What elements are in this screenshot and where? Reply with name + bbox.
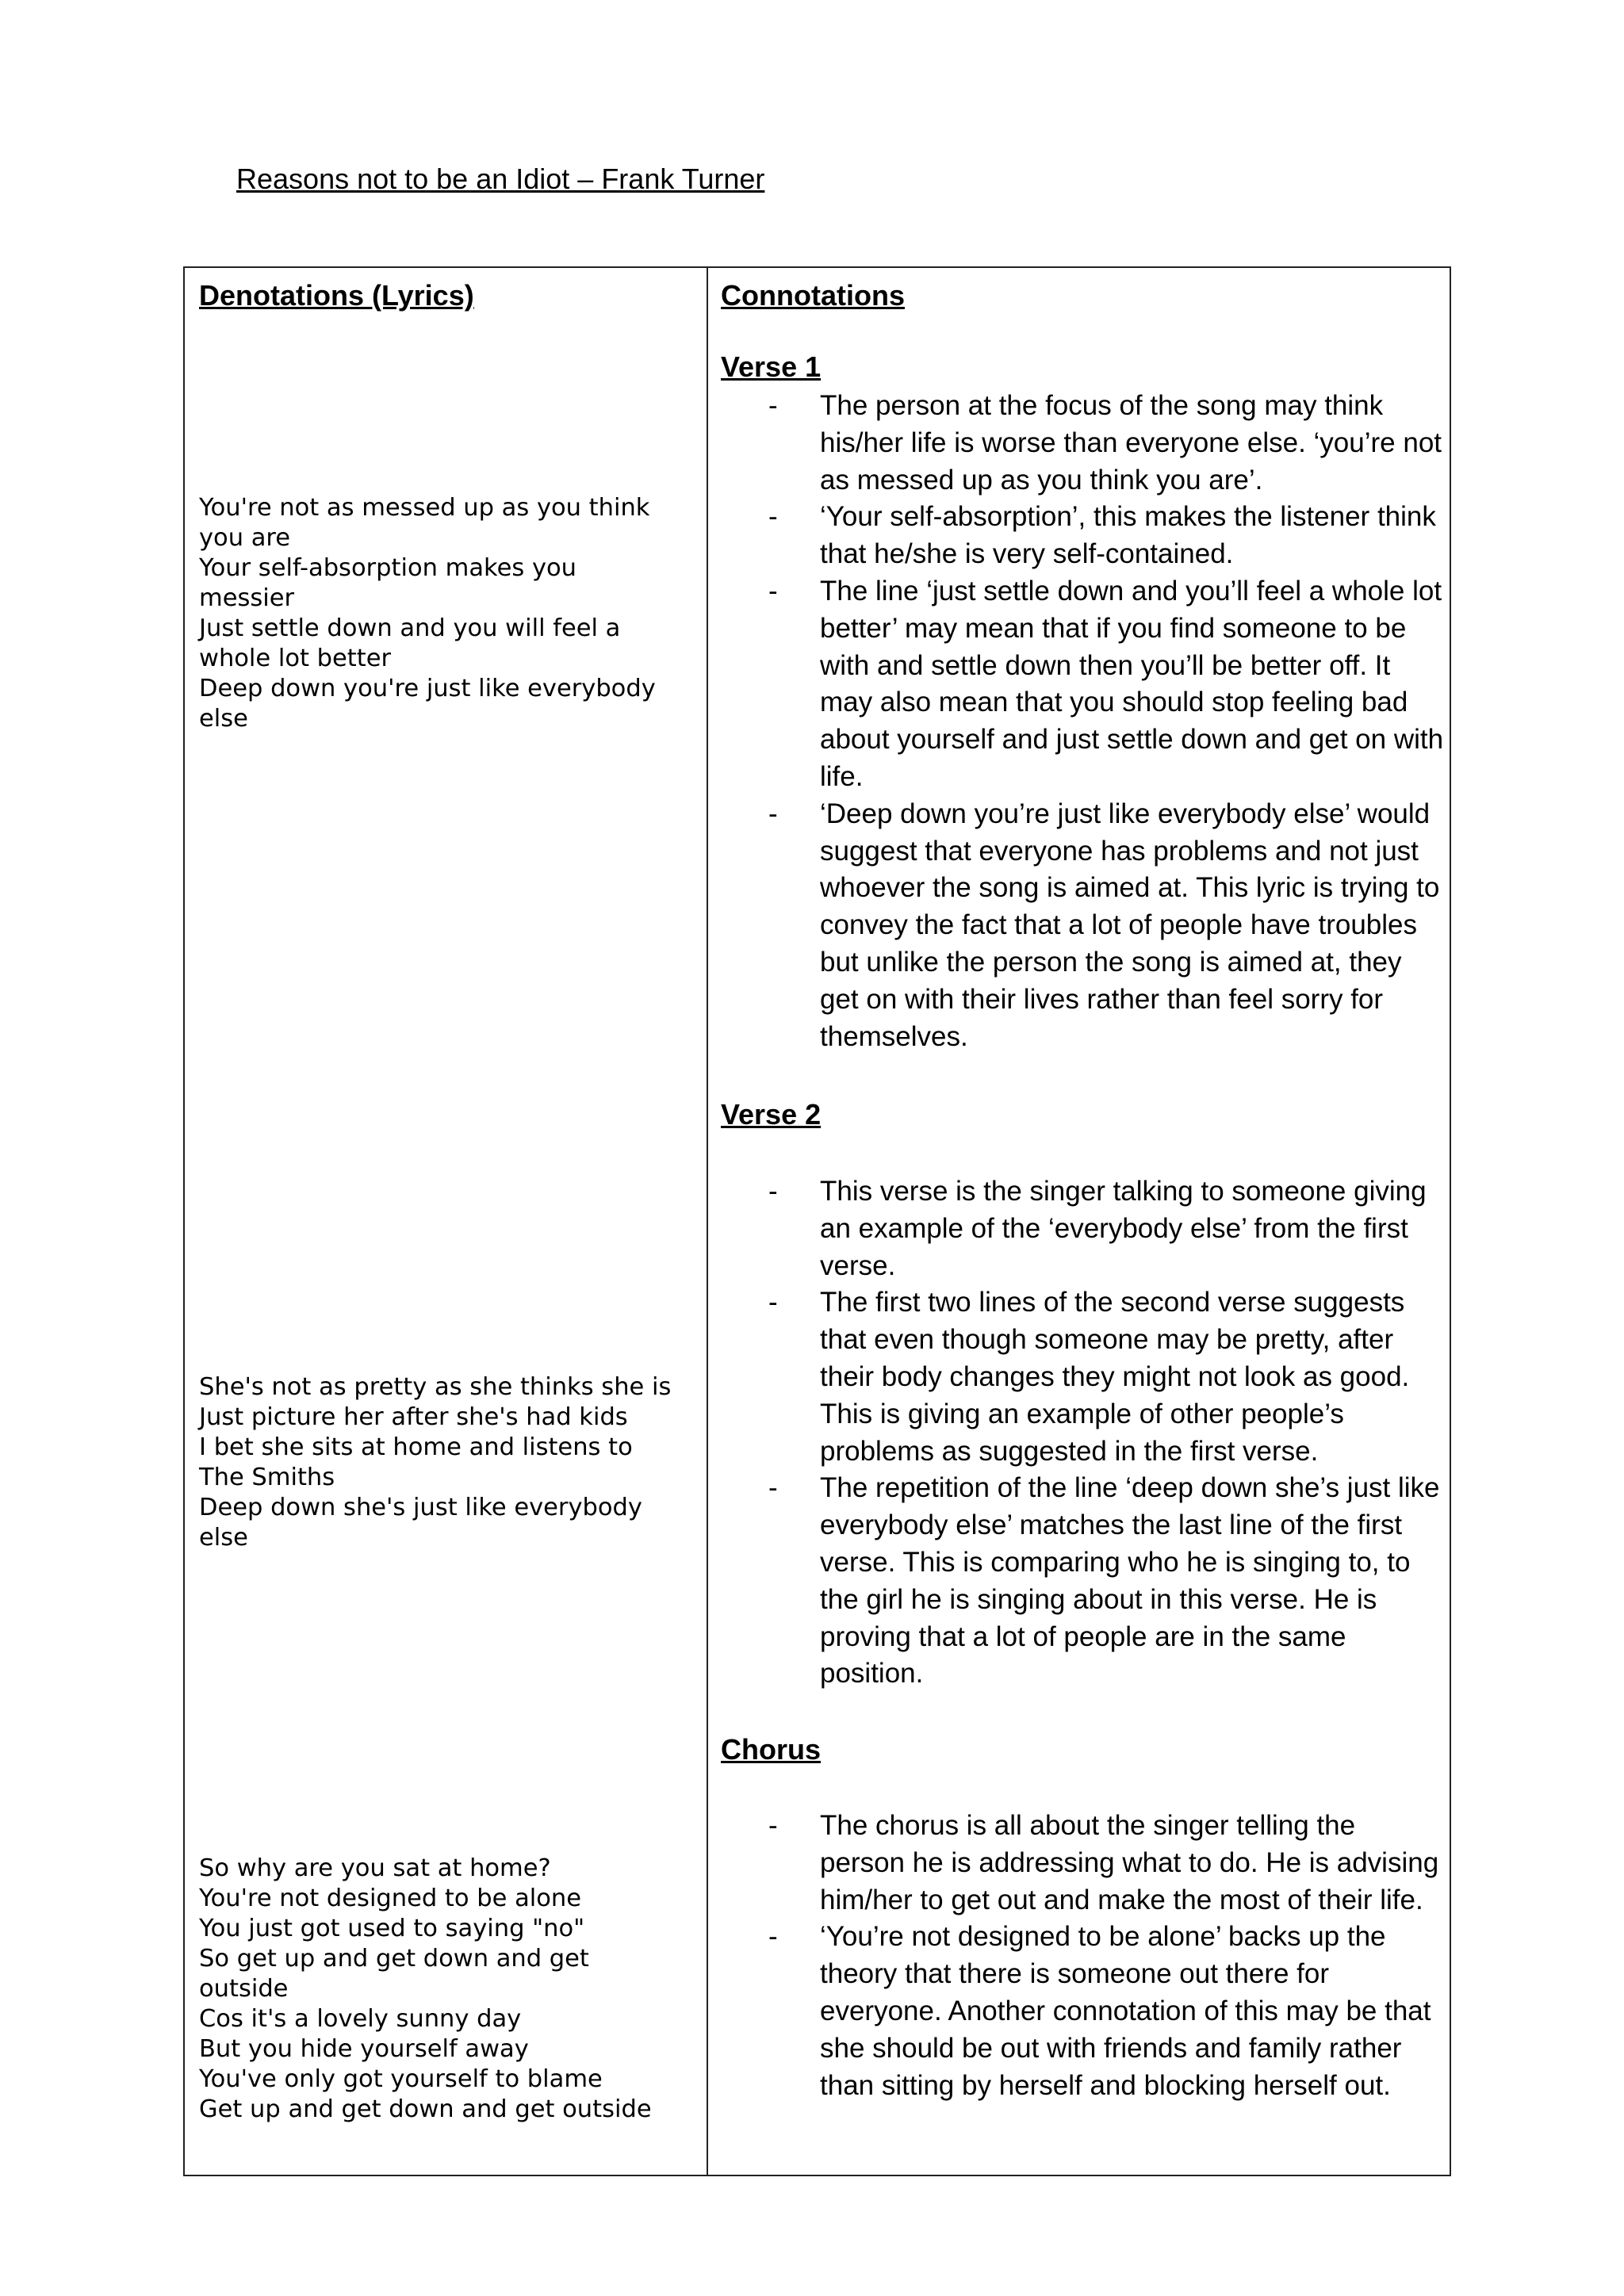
document-title: Reasons not to be an Idiot – Frank Turner xyxy=(236,163,765,195)
lyric-line: But you hide yourself away xyxy=(199,2035,529,2063)
lyric-line: The Smiths xyxy=(199,1464,335,1491)
list-item xyxy=(721,796,1446,1056)
lyric-line: Get up and get down and get outside xyxy=(199,2095,652,2123)
lyric-line: So why are you sat at home? xyxy=(199,1854,551,1882)
lyric-line: messier xyxy=(199,584,295,612)
lyric-line: Deep down you're just like everybody xyxy=(199,675,656,702)
lyrics-verse-1 xyxy=(199,493,699,734)
lyric-line: Your self-absorption makes you xyxy=(199,554,576,582)
lyric-line: You've only got yourself to blame xyxy=(199,2065,603,2093)
list-item xyxy=(721,1919,1446,2104)
verse-2-bullets xyxy=(721,1173,1446,1693)
list-item xyxy=(721,499,1446,573)
list-item xyxy=(721,1173,1446,1284)
lyric-line: else xyxy=(199,1524,248,1552)
list-item xyxy=(721,1470,1446,1693)
lyric-line: Deep down she's just like everybody xyxy=(199,1494,642,1521)
verse-2-heading: Verse 2 xyxy=(721,1098,822,1131)
lyric-line: I bet she sits at home and listens to xyxy=(199,1433,633,1461)
lyric-line: She's not as pretty as she thinks she is xyxy=(199,1373,672,1401)
lyric-line: Just settle down and you will feel a xyxy=(199,614,621,642)
chorus-bullets xyxy=(721,1808,1446,2104)
denotations-header: Denotations (Lyrics) xyxy=(199,279,474,312)
lyric-line: You're not as messed up as you think xyxy=(199,494,650,522)
lyric-line: whole lot better xyxy=(199,645,392,672)
lyric-line: Just picture her after she's had kids xyxy=(199,1403,628,1431)
bullet-text: This verse is the singer talking to someone giving an example of the ‘everybody else’ from the first verse. xyxy=(820,1176,1427,1281)
bullet-dash: - xyxy=(768,390,778,421)
column-divider xyxy=(707,268,708,2175)
bullet-text: The repetition of the line ‘deep down she’s just like everybody else’ matches the last line of the first verse. This is comparing who he is singing to, to the girl he is singing about in this verse. He is proving that a lot of people are in the same position. xyxy=(820,1472,1440,1689)
list-item xyxy=(721,1808,1446,1919)
lyric-line: outside xyxy=(199,1975,289,2003)
bullet-text: ‘Your self-absorption’, this makes the listener think that he/she is very self-contained. xyxy=(820,501,1436,570)
bullet-dash: - xyxy=(768,575,778,607)
bullet-dash: - xyxy=(768,1287,778,1318)
bullet-dash: - xyxy=(768,1810,778,1841)
lyric-line: You just got used to saying "no" xyxy=(199,1915,585,1942)
bullet-text: ‘Deep down you’re just like everybody else’ would suggest that everyone has problems and not just whoever the song is aimed at. This lyric is trying to convey the fact that a lot of people have troubles but unlike the person the song is aimed at, they get on with their lives rather than feel sorry for themselves. xyxy=(820,798,1440,1052)
list-item xyxy=(721,388,1446,499)
verse-1-heading: Verse 1 xyxy=(721,350,822,383)
chorus-heading: Chorus xyxy=(721,1733,821,1766)
bullet-text: The first two lines of the second verse suggests that even though someone may be pretty, after their body changes they might not look as good. This is giving an example of other people’s problems as suggested in the first verse. xyxy=(820,1287,1410,1467)
bullet-dash: - xyxy=(768,501,778,533)
lyric-line: else xyxy=(199,705,248,733)
bullet-text: The chorus is all about the singer telling the person he is addressing what to do. He is advising him/her to get out and make the most of their life. xyxy=(820,1810,1439,1915)
verse-1-bullets xyxy=(721,388,1446,1055)
list-item xyxy=(721,573,1446,796)
bullet-dash: - xyxy=(768,1176,778,1207)
bullet-text: The person at the focus of the song may think his/her life is worse than everyone else. ‘you’re not as messed up as you think you are’. xyxy=(820,390,1442,496)
bullet-text: ‘You’re not designed to be alone’ backs up the theory that there is someone out there for everyone. Another connotation of this may be that she should be out with friends and family rather than sitting by herself and blocking herself out. xyxy=(820,1921,1431,2101)
analysis-table xyxy=(183,266,1451,2176)
connotations-header: Connotations xyxy=(721,279,905,312)
lyric-line: Cos it's a lovely sunny day xyxy=(199,2005,522,2033)
list-item xyxy=(721,1284,1446,1470)
bullet-dash: - xyxy=(768,798,778,829)
lyrics-chorus xyxy=(199,1854,699,2125)
lyric-line: You're not designed to be alone xyxy=(199,1885,581,1912)
lyric-line: So get up and get down and get xyxy=(199,1945,589,1973)
bullet-text: The line ‘just settle down and you’ll feel a whole lot better’ may mean that if you find someone to be with and settle down then you’ll be better off. It may also mean that you should stop feeling bad about yourself and just settle down and get on with life. xyxy=(820,575,1444,792)
lyric-line: you are xyxy=(199,524,291,552)
lyrics-verse-2 xyxy=(199,1372,699,1553)
bullet-dash: - xyxy=(768,1921,778,1953)
bullet-dash: - xyxy=(768,1472,778,1504)
